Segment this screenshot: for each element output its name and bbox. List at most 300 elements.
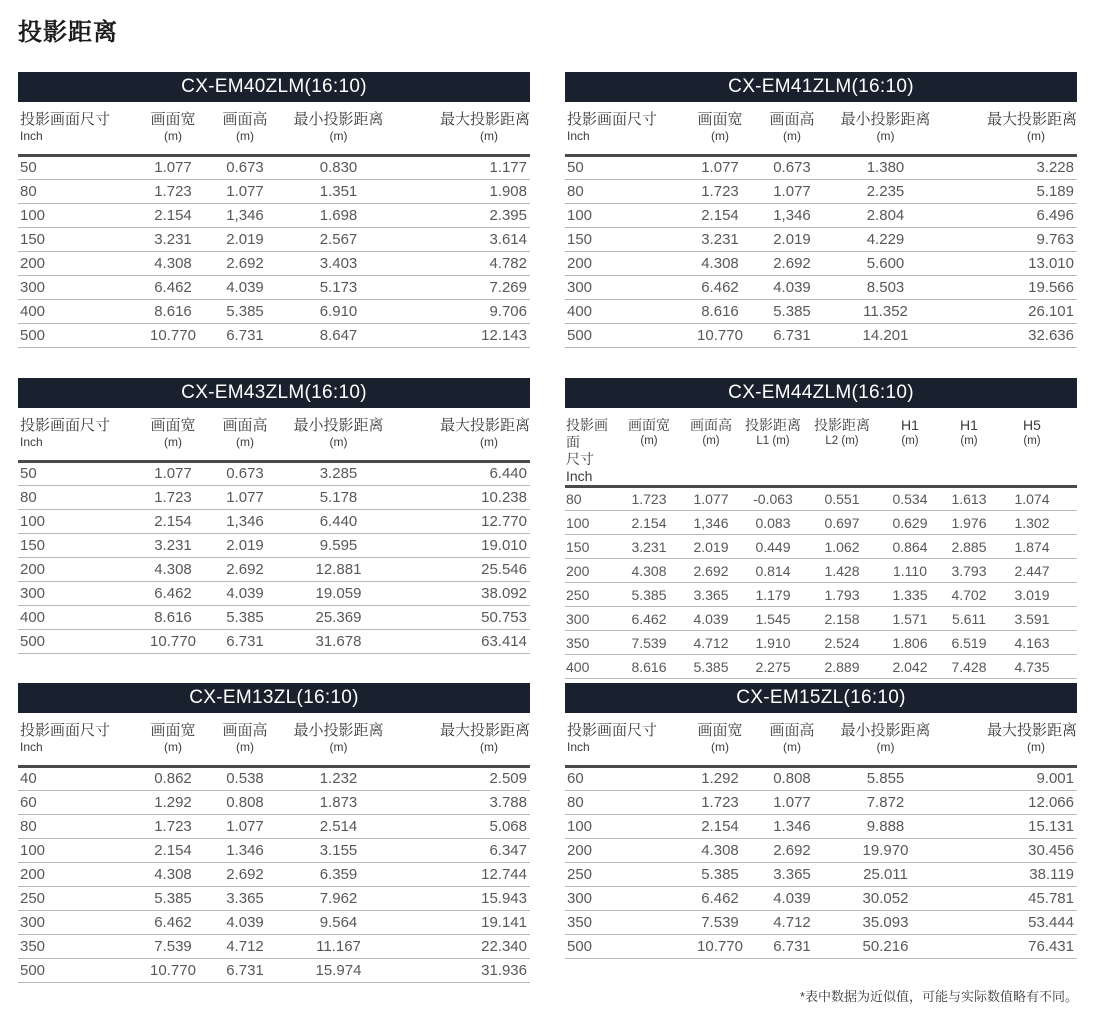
table-cell: 10.238 [395,485,530,509]
table-cell: 31.936 [395,958,530,982]
table-row [18,838,530,862]
table-cell: 200 [18,557,138,581]
table-cell: 5.385 [138,886,208,910]
table-title-bar [565,683,1077,713]
column-label: 最小投影距离 [293,111,384,128]
table-cell: 350 [565,631,617,655]
table-cell: 2.692 [681,559,741,583]
table-cell: 5.385 [681,655,741,679]
table-row [565,227,1077,251]
table-cell: 2.692 [208,862,282,886]
table-cell: 1.428 [805,559,879,583]
column-label: 投影画面尺寸 [567,722,658,739]
table-cell: 80 [18,485,138,509]
table-cell: 4.308 [138,862,208,886]
column-label: 最小投影距离 [293,722,384,739]
table-row [565,275,1077,299]
table-cell: 200 [565,251,685,275]
table-cell: 19.970 [829,838,942,862]
table-cell: 4.712 [208,934,282,958]
column-header [18,713,138,766]
table-cell: 6.462 [617,607,681,631]
table-cell: 5.385 [685,862,755,886]
table-cell: 3.614 [395,227,530,251]
table-row [565,766,1077,790]
column-unit: (m) [164,435,182,449]
table-row [18,862,530,886]
column-label: 最大投影距离 [439,722,530,739]
column-unit: (m) [702,435,720,447]
table-cell: 2.692 [208,251,282,275]
column-label: 画面宽 [150,417,196,434]
table-cell: 4.308 [138,251,208,275]
column-label: 画面宽 [697,722,743,739]
table-row [18,934,530,958]
column-label: 画面宽 [697,111,743,128]
table-cell: 4.308 [685,838,755,862]
table-cell: 400 [565,655,617,679]
column-unit: (m) [876,129,895,143]
table-cell: 5.385 [755,299,829,323]
table-cell: 4.039 [208,581,282,605]
table-cell: 9.595 [282,533,395,557]
table-cell: 9.888 [829,814,942,838]
column-header [395,102,530,155]
column-unit: (m) [901,435,919,447]
table-cell: 0.862 [138,766,208,790]
table-cell: 8.616 [617,655,681,679]
table-cell: 1.873 [282,790,395,814]
table-cell: 1.077 [755,790,829,814]
table-cell: 2.514 [282,814,395,838]
table-cell: 1.292 [685,766,755,790]
table-cell: 100 [18,838,138,862]
table-cell: 1.806 [879,631,941,655]
projection-table [18,408,530,654]
table-row [18,557,530,581]
table-cell: 1.571 [879,607,941,631]
column-unit: (m) [783,740,801,754]
table-row [18,299,530,323]
column-label: 画面高 [690,417,732,433]
approximation-footnote: *表中数据为近似值，可能与实际数值略有不同。 [799,989,1078,1004]
table-cell: 10.770 [138,958,208,982]
table-cell: 7.539 [617,631,681,655]
table-cell: 150 [18,533,138,557]
table-cell: 200 [565,838,685,862]
table-cell: 0.538 [208,766,282,790]
table-cell: 5.173 [282,275,395,299]
table-row [565,838,1077,862]
table-cell: 6.731 [208,958,282,982]
table-cell: 1.232 [282,766,395,790]
column-label: 投影画面尺寸 [20,417,111,434]
column-label: H5 [1023,417,1041,433]
column-header [208,713,282,766]
column-unit: (m) [1023,435,1041,447]
table-cell: 2.524 [805,631,879,655]
table-cell: 3.155 [282,838,395,862]
table-cell: 14.201 [829,323,942,347]
table-cell: 4.712 [681,631,741,655]
table-row [565,559,1077,583]
table-cell: 2.889 [805,655,879,679]
table-cell: 22.340 [395,934,530,958]
table-cell: 76.431 [942,934,1077,958]
column-label: 画面高 [222,417,268,434]
table-cell: 4.308 [617,559,681,583]
table-cell: 500 [18,629,138,653]
column-header [282,102,395,155]
table-cell: 2.275 [741,655,805,679]
column-unit: (m) [876,740,895,754]
table-cell: 1.292 [138,790,208,814]
table-cell: 31.678 [282,629,395,653]
table-cell: 19.566 [942,275,1077,299]
table-cell: 35.093 [829,910,942,934]
table-cell: 1.074 [997,487,1077,511]
table-cell: 26.101 [942,299,1077,323]
table-cell: 2.019 [208,533,282,557]
table-cell: 2.154 [617,511,681,535]
column-label: 画面宽 [628,417,670,433]
table-cell: 6.731 [208,323,282,347]
table-section-cx-em13zl [18,683,530,983]
table-cell: 200 [18,862,138,886]
column-label: 投影画面尺寸 [567,111,658,128]
table-cell: 2.235 [829,179,942,203]
table-title: CX-EM15ZL(16:10) [736,687,906,708]
column-header [755,102,829,155]
column-unit: (m) [640,435,658,447]
table-title-bar [565,72,1077,102]
table-cell: 6.440 [395,461,530,485]
column-header [208,408,282,461]
column-header [805,408,879,487]
column-header [18,102,138,155]
table-cell: 300 [18,910,138,934]
table-cell: 0.697 [805,511,879,535]
table-cell: 100 [565,814,685,838]
table-cell: 1.910 [741,631,805,655]
column-unit: (m) [236,740,254,754]
table-cell: 1.179 [741,583,805,607]
projection-table [565,102,1077,348]
table-cell: 1.110 [879,559,941,583]
table-title: CX-EM44ZLM(16:10) [728,382,914,403]
table-cell: 0.830 [282,155,395,179]
table-row [18,275,530,299]
column-header [395,713,530,766]
table-cell: 250 [565,862,685,886]
table-cell: 60 [565,766,685,790]
table-cell: 2.154 [685,203,755,227]
projection-table [565,408,1077,679]
table-cell: 2.692 [755,251,829,275]
table-cell: 1,346 [208,509,282,533]
table-cell: 1.335 [879,583,941,607]
table-cell: 3.365 [755,862,829,886]
table-cell: 40 [18,766,138,790]
table-row [18,461,530,485]
column-header [942,713,1077,766]
table-row [565,251,1077,275]
table-cell: 3.231 [685,227,755,251]
table-cell: 1.302 [997,511,1077,535]
column-label: 最小投影距离 [840,111,931,128]
table-row [18,251,530,275]
table-row [18,509,530,533]
table-cell: 2.885 [941,535,997,559]
table-cell: 4.039 [208,275,282,299]
header-row [565,408,1077,487]
table-cell: 500 [18,958,138,982]
table-cell: 250 [18,886,138,910]
projection-table [18,102,530,348]
table-cell: 4.039 [755,886,829,910]
table-cell: 6.731 [755,323,829,347]
column-header [565,713,685,766]
table-cell: 8.503 [829,275,942,299]
table-cell: 200 [18,251,138,275]
header-row [565,713,1077,766]
table-cell: 6.462 [685,886,755,910]
table-cell: 2.019 [755,227,829,251]
table-cell: 1.077 [755,179,829,203]
table-cell: 12.881 [282,557,395,581]
table-cell: 6.519 [941,631,997,655]
column-unit: Inch [567,740,590,754]
table-cell: 400 [565,299,685,323]
header-row [18,102,530,155]
table-cell: 32.636 [942,323,1077,347]
table-row [565,535,1077,559]
column-label: 画面宽 [150,722,196,739]
table-cell: 10.770 [685,934,755,958]
table-cell: 6.359 [282,862,395,886]
table-cell: 3.228 [942,155,1077,179]
table-cell: 300 [18,581,138,605]
table-row [18,203,530,227]
column-label: 画面高 [769,722,815,739]
table-cell: 3.231 [138,227,208,251]
table-cell: 2.692 [755,838,829,862]
column-unit: (m) [480,740,498,754]
table-cell: 0.449 [741,535,805,559]
table-cell: 80 [18,179,138,203]
table-cell: 2.509 [395,766,530,790]
table-cell: 4.039 [755,275,829,299]
table-cell: 4.702 [941,583,997,607]
table-cell: 300 [565,275,685,299]
table-cell: 80 [565,487,617,511]
table-cell: 1.346 [755,814,829,838]
table-cell: 50.753 [395,605,530,629]
column-label: H1 [901,417,919,433]
column-header [395,408,530,461]
table-cell: 0.534 [879,487,941,511]
table-cell: 9.564 [282,910,395,934]
column-unit: (m) [711,740,729,754]
table-cell: 0.864 [879,535,941,559]
table-cell: 6.462 [138,275,208,299]
table-cell: 1.062 [805,535,879,559]
table-cell: 1.077 [208,179,282,203]
table-cell: 7.428 [941,655,997,679]
table-cell: 1.077 [681,487,741,511]
table-cell: 25.369 [282,605,395,629]
column-unit: (m) [164,129,182,143]
table-cell: 9.763 [942,227,1077,251]
table-cell: 300 [565,886,685,910]
table-cell: 1,346 [681,511,741,535]
table-cell: 3.019 [997,583,1077,607]
table-cell: 1.874 [997,535,1077,559]
table-cell: 9.706 [395,299,530,323]
column-unit: Inch [20,435,43,449]
table-cell: 1.793 [805,583,879,607]
table-cell: 4.163 [997,631,1077,655]
column-label: 投影画面 [566,417,608,450]
column-header [829,713,942,766]
table-cell: 1.077 [138,155,208,179]
table-cell: 1.077 [138,461,208,485]
column-unit: L2 (m) [825,435,859,447]
column-header [755,713,829,766]
table-cell: 2.447 [997,559,1077,583]
column-header [617,408,681,487]
table-row [565,607,1077,631]
table-cell: 0.673 [755,155,829,179]
table-cell: 1.723 [685,179,755,203]
table-cell: 4.039 [681,607,741,631]
table-cell: 8.616 [138,605,208,629]
table-row [18,485,530,509]
table-cell: 2.154 [138,203,208,227]
table-cell: 2.692 [208,557,282,581]
table-title: CX-EM40ZLM(16:10) [181,76,367,97]
table-cell: 6.462 [138,581,208,605]
table-cell: 100 [18,509,138,533]
table-row [565,323,1077,347]
table-cell: 25.546 [395,557,530,581]
column-header [681,408,741,487]
table-cell: 4.308 [138,557,208,581]
table-cell: 38.119 [942,862,1077,886]
table-cell: 10.770 [138,629,208,653]
table-cell: 11.167 [282,934,395,958]
table-cell: 5.385 [208,299,282,323]
column-header [685,102,755,155]
table-row [565,790,1077,814]
table-row [565,583,1077,607]
table-cell: 2.042 [879,655,941,679]
table-cell: 0.814 [741,559,805,583]
table-row [18,605,530,629]
table-cell: 6.347 [395,838,530,862]
table-cell: 7.872 [829,790,942,814]
table-cell: 1.723 [685,790,755,814]
column-label: H1 [960,417,978,433]
column-unit: (m) [329,129,348,143]
table-cell: 0.673 [208,155,282,179]
table-cell: 15.943 [395,886,530,910]
table-title: CX-EM43ZLM(16:10) [181,382,367,403]
table-cell: 5.385 [617,583,681,607]
table-cell: 6.462 [685,275,755,299]
table-cell: 4.735 [997,655,1077,679]
table-cell: 80 [18,814,138,838]
table-cell: 2.154 [138,838,208,862]
column-label: 投影距离 [745,417,801,433]
table-section-cx-em44zlm [565,378,1077,679]
table-cell: 5.611 [941,607,997,631]
table-cell: 7.269 [395,275,530,299]
column-unit: L1 (m) [756,435,790,447]
table-cell: 2.395 [395,203,530,227]
column-header [997,408,1077,487]
table-cell: 1.698 [282,203,395,227]
table-cell: 6.462 [138,910,208,934]
projection-table [18,713,530,983]
table-cell: 3.591 [997,607,1077,631]
table-title-bar [18,378,530,408]
column-unit: (m) [236,129,254,143]
table-cell: 2.019 [681,535,741,559]
table-row [565,655,1077,679]
table-cell: 100 [565,511,617,535]
table-row [565,299,1077,323]
page-title: 投影距离 [18,19,118,46]
table-cell: 8.616 [138,299,208,323]
table-cell: 1.077 [208,485,282,509]
table-row [18,790,530,814]
table-row [565,886,1077,910]
table-title: CX-EM41ZLM(16:10) [728,76,914,97]
table-cell: 15.131 [942,814,1077,838]
table-cell: 150 [565,227,685,251]
table-cell: 12.744 [395,862,530,886]
table-row [18,766,530,790]
table-cell: 3.231 [617,535,681,559]
table-cell: 1.723 [138,485,208,509]
table-cell: 1.346 [208,838,282,862]
table-cell: 30.456 [942,838,1077,862]
column-header [942,102,1077,155]
column-header [879,408,941,487]
column-label: 最大投影距离 [439,111,530,128]
table-row [18,155,530,179]
table-cell: 1,346 [755,203,829,227]
table-cell: 1.351 [282,179,395,203]
table-cell: 45.781 [942,886,1077,910]
column-unit: (m) [164,740,182,754]
table-row [18,910,530,934]
column-unit: Inch [20,740,43,754]
table-cell: 15.974 [282,958,395,982]
column-unit: (m) [329,435,348,449]
table-cell: 2.158 [805,607,879,631]
table-cell: 1.380 [829,155,942,179]
column-unit: (m) [711,129,729,143]
table-cell: 80 [565,790,685,814]
table-cell: 2.567 [282,227,395,251]
table-cell: 350 [18,934,138,958]
table-row [565,814,1077,838]
table-cell: 4.039 [208,910,282,934]
table-row [18,179,530,203]
table-cell: 1.723 [138,179,208,203]
